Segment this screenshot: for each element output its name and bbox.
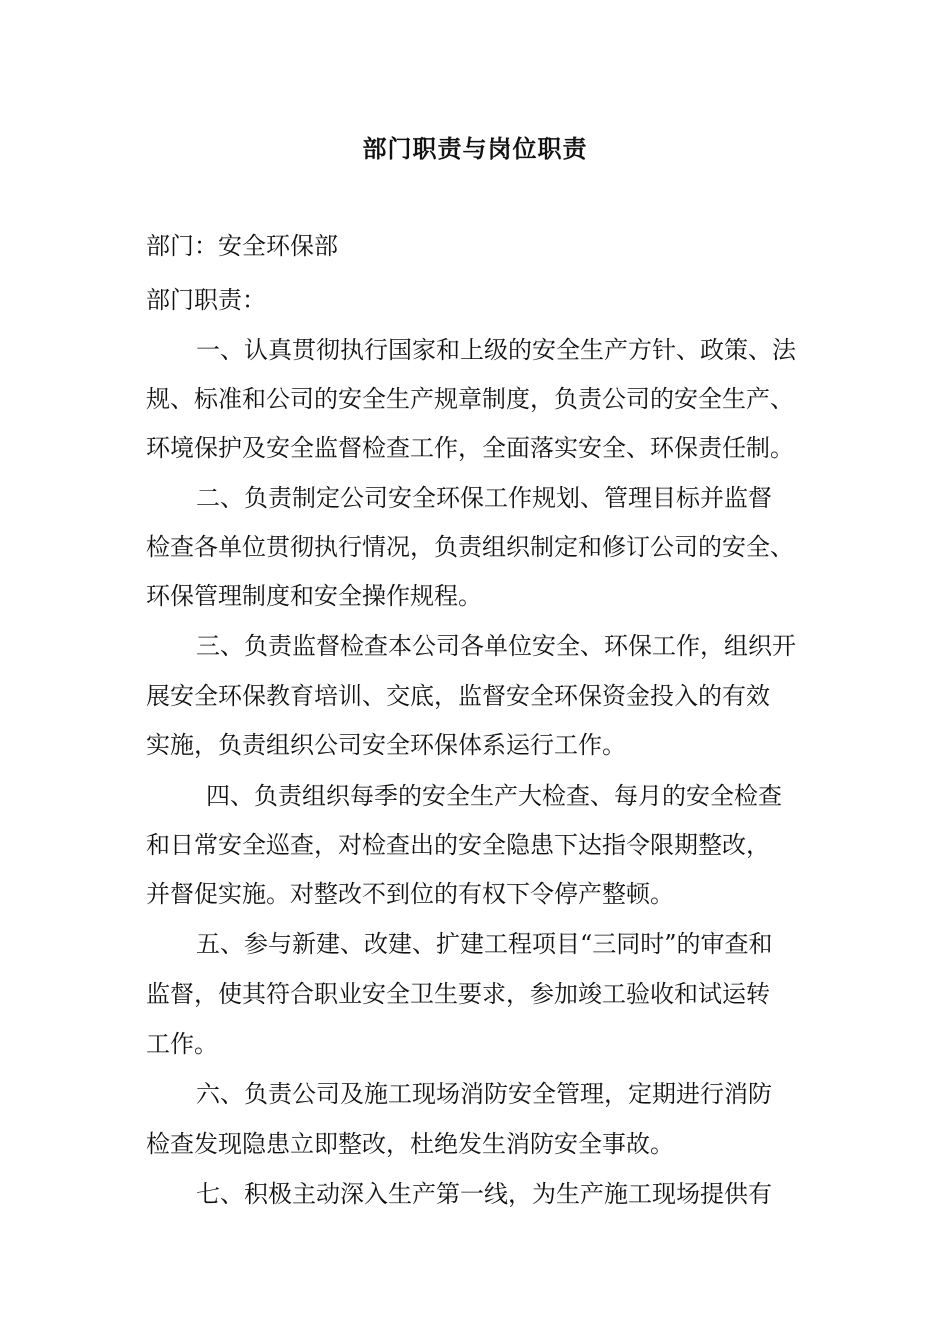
document-title: 部门职责与岗位职责 (362, 134, 588, 163)
paragraph-line: 工作。 (146, 1030, 218, 1058)
paragraph-line: 一、认真贯彻执行国家和上级的安全生产方针、政策、法 (196, 336, 796, 364)
paragraph-line: 二、负责制定公司安全环保工作规划、管理目标并监督 (196, 484, 772, 512)
paragraph-line: 展安全环保教育培训、交底，监督安全环保资金投入的有效 (146, 682, 770, 710)
paragraph-line: 和日常安全巡查，对检查出的安全隐患下达指令限期整改， (146, 831, 770, 859)
paragraph-line: 四、负责组织每季的安全生产大检查、每月的安全检查 (206, 782, 782, 810)
paragraph-line: 环保管理制度和安全操作规程。 (146, 582, 482, 610)
paragraph-line: 并督促实施。对整改不到位的有权下令停产整顿。 (146, 880, 674, 908)
paragraph-line: 规、标准和公司的安全生产规章制度，负责公司的安全生产、 (146, 385, 794, 413)
department-line: 部门：安全环保部 (146, 232, 338, 260)
paragraph-line: 实施，负责组织公司安全环保体系运行工作。 (146, 731, 626, 759)
paragraph-line: 七、积极主动深入生产第一线，为生产施工现场提供有 (196, 1180, 772, 1208)
paragraph-line: 五、参与新建、改建、扩建工程项目“三同时”的审查和 (196, 930, 773, 958)
paragraph-line: 六、负责公司及施工现场消防安全管理，定期进行消防 (196, 1080, 772, 1108)
paragraph-line: 检查各单位贯彻执行情况，负责组织制定和修订公司的安全、 (146, 533, 794, 561)
paragraph-line: 检查发现隐患立即整改，杜绝发生消防安全事故。 (146, 1130, 674, 1158)
paragraph-line: 环境保护及安全监督检查工作，全面落实安全、环保责任制。 (146, 434, 794, 462)
duties-heading: 部门职责： (146, 286, 266, 314)
paragraph-line: 监督，使其符合职业安全卫生要求，参加竣工验收和试运转 (146, 980, 770, 1008)
paragraph-line: 三、负责监督检查本公司各单位安全、环保工作，组织开 (196, 632, 796, 660)
